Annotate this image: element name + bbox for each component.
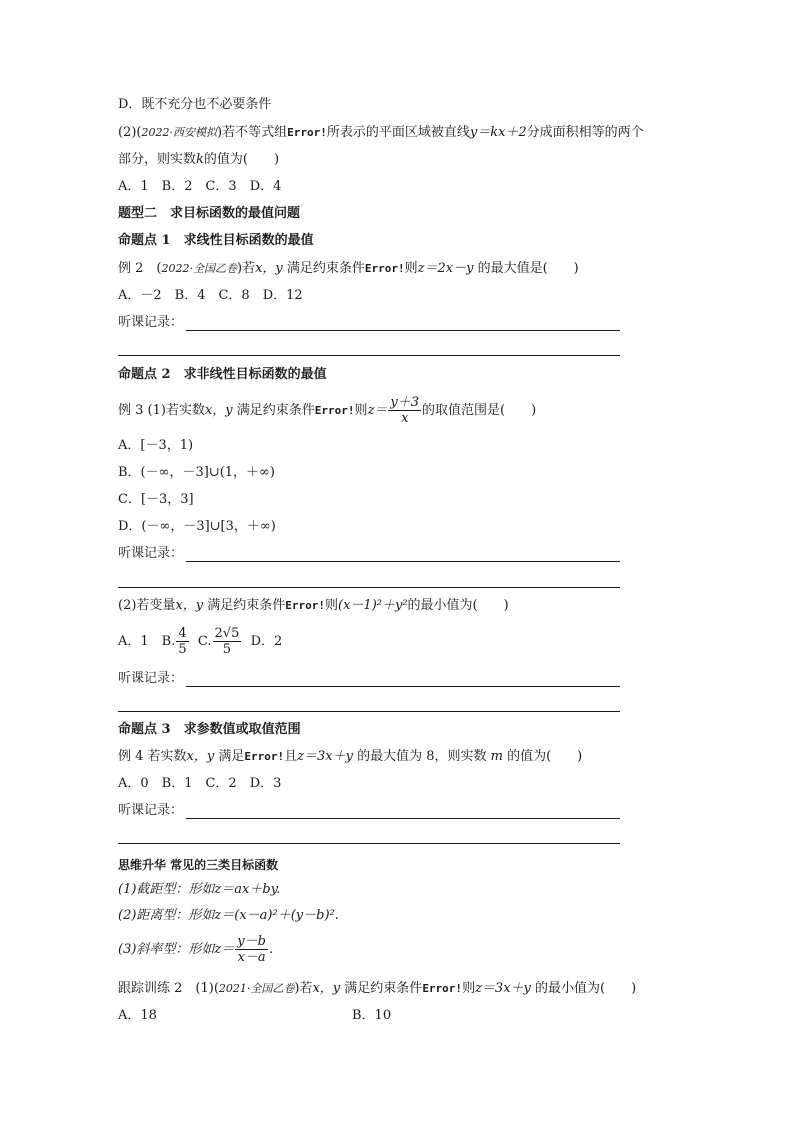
- ex3-variables: x，y: [204, 403, 233, 418]
- ex4-mid: 的最大值为 8，则实数: [357, 749, 487, 764]
- summary-title-text: 思维升华 常见的三类目标函数: [118, 858, 279, 872]
- track-prefix: 跟踪训练 2 (1)(: [118, 981, 219, 996]
- example-4-options: [118, 775, 281, 793]
- option-d-text: D．既不充分也不必要条件: [118, 97, 272, 112]
- ex2-condition: 满足约束条件: [286, 261, 365, 276]
- example-2-stem: [118, 260, 579, 278]
- summary-item3-label: (3)斜率型：形如: [118, 942, 215, 957]
- example-3-stem: [118, 393, 536, 429]
- q2-prefix: (2)(: [118, 125, 142, 140]
- q2-text-e: 的值为( ): [203, 152, 280, 167]
- example-3b-stem: [118, 597, 509, 615]
- q2-text-a: )若不等式组: [217, 125, 288, 140]
- track-variables: x，y: [312, 981, 341, 996]
- summary-item3-dot: .: [268, 942, 274, 957]
- track-source: 2021·全国乙卷: [218, 982, 295, 995]
- q2-source: 2022·西安模拟: [141, 126, 217, 139]
- ex2-notes-text: 听课记录：: [118, 315, 184, 330]
- ex2-prefix: 例 2 (: [118, 261, 162, 276]
- q2-line-equation: y＝kx＋2: [469, 125, 527, 140]
- subheading-point3: [118, 721, 301, 739]
- ex4-variables: x，y: [186, 749, 215, 764]
- ex4-then: 且: [284, 749, 298, 764]
- ex2-notes-label: [118, 314, 183, 332]
- summary-item3-fraction: [235, 934, 268, 965]
- ex3-option-b-text: B．(－∞，－3]∪(1，＋∞): [118, 465, 275, 480]
- ex3-fraction: [388, 395, 421, 426]
- q2-text-d: 部分，则实数: [118, 152, 197, 167]
- ex4-notes-line-2: [118, 843, 620, 844]
- ex3b-notes-label: [118, 670, 183, 688]
- ex4-notes-label: [118, 802, 183, 820]
- ex3-then: 则: [354, 403, 368, 418]
- ex3b-tail: 的最小值为( ): [407, 598, 509, 613]
- ex2-notes-line-1: [186, 330, 620, 331]
- ex3-option-c-text: C．[－3，3]: [118, 492, 194, 507]
- summary-item1-label: (1)截距型：形如: [118, 882, 215, 897]
- ex3b-notes-line-1: [186, 686, 620, 687]
- ex3b-option-a-b: A．1 B.: [118, 634, 176, 649]
- track-option-a-text: A．18: [118, 1008, 157, 1023]
- ex2-error-placeholder: Error!: [364, 262, 405, 275]
- ex3b-error-placeholder: Error!: [285, 599, 326, 612]
- question-2-line2: [118, 151, 279, 169]
- ex4-condition: 满足: [218, 749, 245, 764]
- track-then: 则: [462, 981, 476, 996]
- ex3-notes-text: 听课记录：: [118, 546, 184, 561]
- point2-title: 命题点 2 求非线性目标函数的最值: [118, 367, 327, 382]
- summary-item3-numerator: y－b: [237, 934, 266, 949]
- point1-title: 命题点 1 求线性目标函数的最值: [118, 233, 314, 248]
- ex4-expression: z＝3x＋y: [297, 749, 353, 764]
- track-condition: 满足约束条件: [344, 981, 423, 996]
- ex2-tail: 的最大值是( ): [477, 261, 579, 276]
- ex3b-option-b-fraction: [176, 626, 188, 657]
- ex4-notes-text: 听课记录：: [118, 803, 184, 818]
- ex3-prefix: 例 3 (1)若实数: [118, 403, 205, 418]
- ex2-mid: )若: [236, 261, 256, 276]
- track-tail: 的最小值为( ): [535, 981, 637, 996]
- ex3-condition: 满足约束条件: [236, 403, 315, 418]
- track-error-placeholder: Error!: [422, 982, 463, 995]
- ex3b-prefix: (2)若变量: [118, 598, 176, 613]
- q2-error-placeholder: Error!: [287, 126, 327, 139]
- q2-text-c: 分成面积相等的两个: [526, 125, 644, 140]
- ex2-variables: x，y: [255, 261, 283, 276]
- summary-item2-label: (2)距离型：形如: [118, 908, 215, 923]
- ex4-options-text: A．0 B．1 C．2 D．3: [118, 776, 282, 791]
- ex3b-variables: x，y: [175, 598, 204, 613]
- subheading-point2: [118, 366, 327, 384]
- ex2-then: 则: [404, 261, 418, 276]
- ex3-error-placeholder: Error!: [314, 404, 355, 417]
- ex4-error-placeholder: Error!: [244, 750, 285, 763]
- ex3b-option-c-numerator: 2√5: [214, 626, 240, 641]
- subheading-point1: [118, 232, 314, 250]
- ex3-option-a-text: A．[－3，1): [118, 438, 194, 453]
- ex3b-option-d: D．2: [250, 634, 283, 649]
- track-mid: )若: [294, 981, 313, 996]
- summary-title: [118, 856, 278, 874]
- ex3-option-d-text: D．(－∞，－3]∪[3，＋∞): [118, 519, 276, 534]
- track-option-b-text: B．10: [352, 1008, 392, 1023]
- ex2-options-text: A．－2 B．4 C．8 D．12: [118, 288, 303, 303]
- point3-title: 命题点 3 求参数值或取值范围: [118, 722, 301, 737]
- summary-item3-z: z＝: [214, 942, 235, 957]
- ex3-notes-line-2: [118, 587, 620, 588]
- ex2-source: 2022·全国乙卷: [161, 262, 237, 275]
- q2-variable-k: k: [196, 152, 204, 167]
- ex3b-condition: 满足约束条件: [207, 598, 286, 613]
- option-d-line: [118, 96, 271, 114]
- example-4-stem: [118, 748, 582, 766]
- ex3-numerator: y＋3: [390, 395, 420, 410]
- summary-item-2: [118, 907, 339, 925]
- question-2-options: [118, 178, 281, 196]
- ex3-tail: 的取值范围是( ): [422, 403, 537, 418]
- ex4-notes-line-1: [186, 818, 620, 819]
- summary-item-1: [118, 881, 280, 899]
- ex3-notes-line-1: [186, 561, 620, 562]
- ex4-tail: 的值为( ): [507, 749, 583, 764]
- ex4-variable-m: m: [490, 749, 503, 764]
- ex2-expression: z＝2x－y: [417, 261, 474, 276]
- ex3b-option-b-numerator: 4: [178, 626, 187, 641]
- ex3-option-a: [118, 437, 193, 455]
- ex3b-option-c-denominator: 5: [222, 642, 232, 657]
- ex3b-expression: (x－1)²＋y²: [338, 598, 408, 613]
- ex3b-option-b-denominator: 5: [178, 642, 187, 657]
- ex3-option-c: [118, 491, 194, 509]
- ex3b-then: 则: [325, 598, 339, 613]
- summary-item-3: [118, 932, 273, 968]
- summary-item2-expr: z＝(x－a)²＋(y－b)².: [214, 908, 339, 923]
- section-heading-type2: [118, 205, 300, 223]
- q2-text-b: 所表示的平面区域被直线: [326, 125, 470, 140]
- ex2-notes-line-2: [118, 355, 620, 356]
- question-2-line1: [118, 124, 644, 142]
- ex4-prefix: 例 4 若实数: [118, 749, 187, 764]
- type2-title: 题型二 求目标函数的最值问题: [118, 206, 301, 221]
- ex3b-notes-line-2: [118, 711, 620, 712]
- ex3b-option-c-label: C.: [197, 634, 212, 649]
- ex3b-notes-text: 听课记录：: [118, 671, 184, 686]
- ex3-option-d: [118, 518, 276, 536]
- ex3-option-b: [118, 464, 275, 482]
- example-3b-options: [118, 624, 282, 660]
- q2-options-text: A．1 B．2 C．3 D．4: [118, 179, 282, 194]
- summary-item3-denominator: x－a: [237, 950, 266, 965]
- track-expression: z＝3x＋y: [475, 981, 531, 996]
- summary-item1-expr: z＝ax＋by.: [214, 882, 281, 897]
- track-option-b: [352, 1007, 391, 1025]
- ex3-notes-label: [118, 545, 183, 563]
- example-2-options: [118, 287, 303, 305]
- track-option-a: [118, 1007, 157, 1025]
- ex3b-option-c-fraction: [213, 626, 242, 657]
- ex3-denominator: x: [401, 411, 409, 426]
- ex3-z: z＝: [367, 403, 388, 418]
- tracking-exercise-stem: [118, 980, 636, 998]
